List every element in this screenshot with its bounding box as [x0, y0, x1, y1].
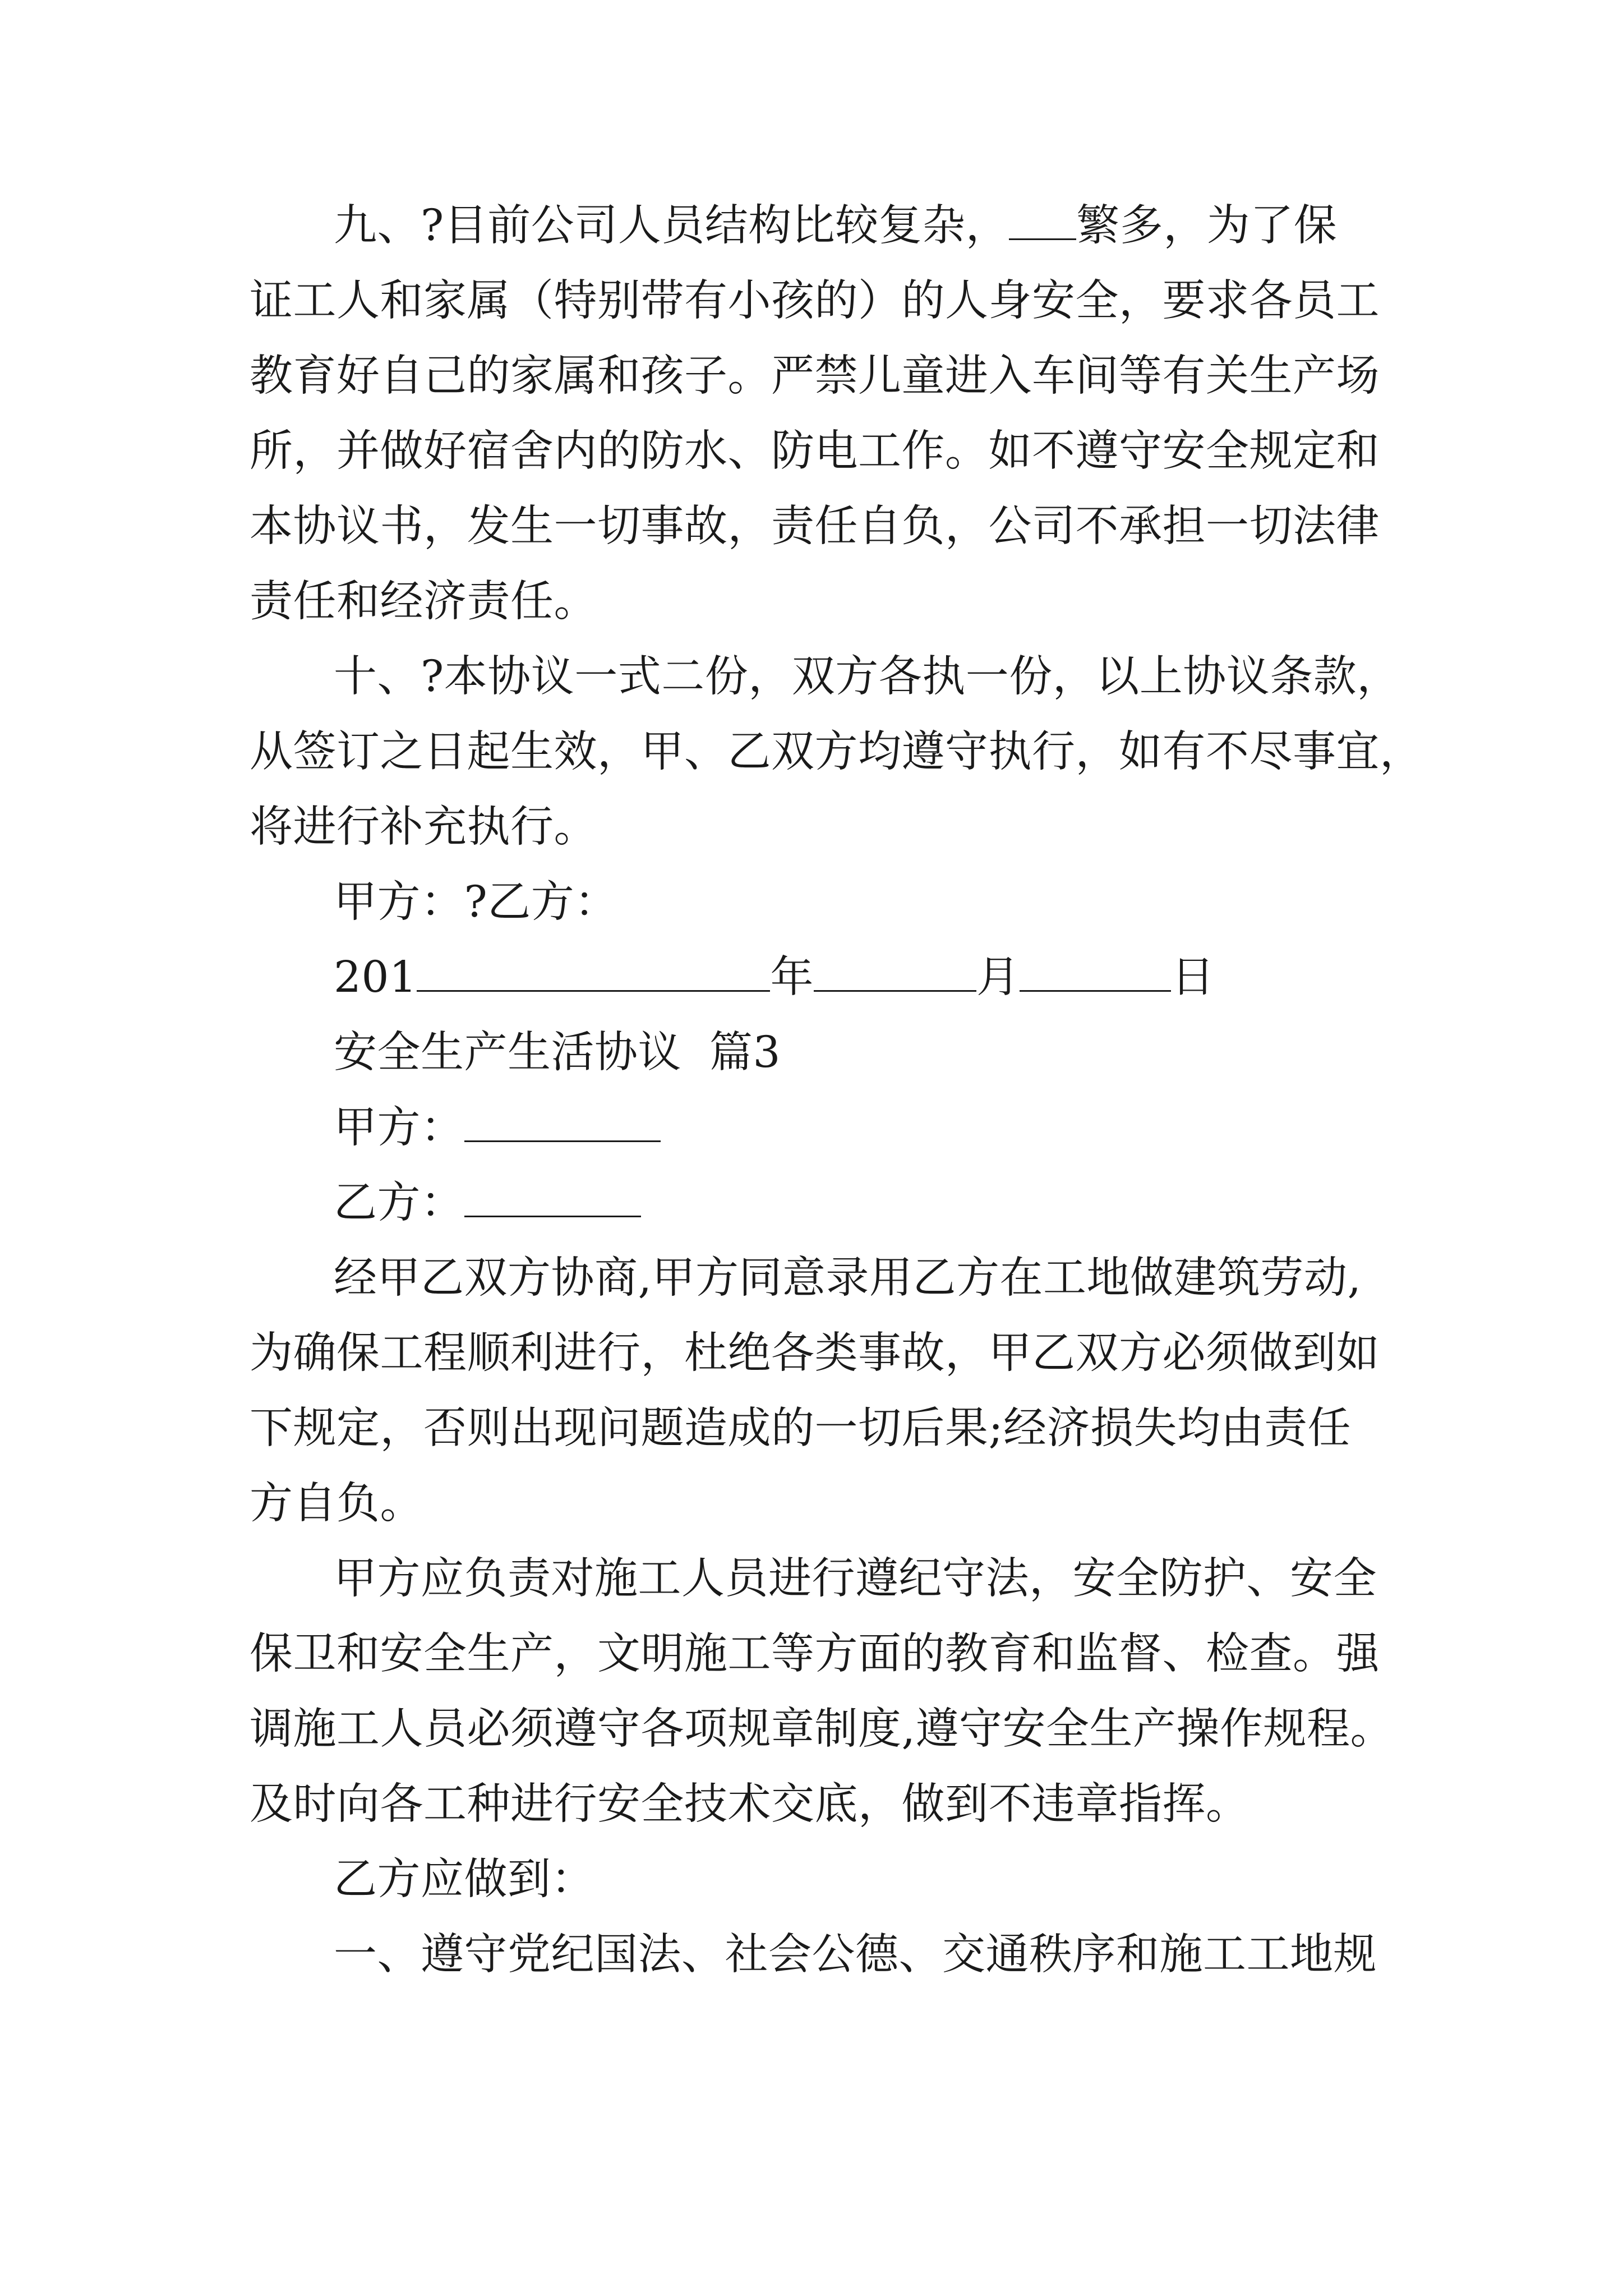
- para9-line1-text-b: 繁多，为了保: [1076, 201, 1338, 251]
- para9-line3: 教育好自己的家属和孩子。严禁儿童进入车间等有关生产场: [250, 351, 1380, 401]
- para10-line3: 将进行补充执行。: [250, 802, 597, 852]
- year-blank: [417, 956, 770, 992]
- party-a-duty-line2: 保卫和安全生产，文明施工等方面的教育和监督、检查。强: [250, 1629, 1380, 1679]
- party-a-duty-line1: 甲方应负责对施工人员进行遵纪守法，安全防护、安全: [334, 1554, 1377, 1604]
- party-a-line: [334, 1103, 661, 1153]
- date-year-label: 年: [770, 953, 814, 1002]
- date-year-prefix: 201: [334, 953, 417, 1002]
- intro-line1: 经甲乙双方协商,甲方同意录用乙方在工地做建筑劳动,: [334, 1253, 1362, 1303]
- para9-line2: 证工人和家属（特别带有小孩的）的人身安全，要求各员工: [250, 276, 1380, 326]
- intro-line3: 下规定，否则出现问题造成的一切后果;经济损失均由责任: [250, 1404, 1351, 1453]
- fill-blank: [1009, 205, 1076, 240]
- intro-line2: 为确保工程顺利进行，杜绝各类事故，甲乙双方必须做到如: [250, 1328, 1380, 1378]
- party-a-label: 甲方：: [334, 1103, 464, 1153]
- para10-line1: 十、?本协议一式二份，双方各执一份，以上协议条款，: [334, 652, 1400, 702]
- party-b-blank: [464, 1182, 641, 1217]
- date-line: [334, 953, 1215, 1002]
- party-b-line: [334, 1178, 641, 1228]
- para9-line6: 责任和经济责任。: [250, 577, 597, 627]
- date-month-label: 月: [976, 953, 1020, 1002]
- para9-line4: 所，并做好宿舍内的防水、防电工作。如不遵守安全规定和: [250, 426, 1380, 476]
- para10-line2: 从签订之日起生效，甲、乙双方均遵守执行，如有不尽事宜，: [250, 727, 1423, 777]
- para9-line1: [334, 201, 1338, 251]
- party-a-duty-line4: 及时向各工种进行安全技术交底，做到不违章指挥。: [250, 1779, 1249, 1829]
- signature-parties: 甲方：?乙方：: [334, 877, 618, 927]
- day-blank: [1020, 956, 1171, 992]
- month-blank: [814, 956, 976, 992]
- para9-line5: 本协议书，发生一切事故，责任自负，公司不承担一切法律: [250, 501, 1380, 551]
- date-day-label: 日: [1171, 953, 1215, 1002]
- para9-line1-text-a: 九、?目前公司人员结构比较复杂，: [334, 201, 1009, 251]
- intro-line4: 方自负。: [250, 1479, 423, 1529]
- party-a-duty-line3: 调施工人员必须遵守各项规章制度,遵守安全生产操作规程。: [250, 1704, 1394, 1754]
- section-title: 安全生产生活协议 篇3: [334, 1028, 781, 1078]
- party-a-blank: [464, 1107, 661, 1142]
- party-b-label: 乙方：: [334, 1178, 464, 1228]
- party-b-heading: 乙方应做到：: [334, 1855, 594, 1904]
- item1-line1: 一、遵守党纪国法、社会公德、交通秩序和施工工地规: [334, 1930, 1377, 1980]
